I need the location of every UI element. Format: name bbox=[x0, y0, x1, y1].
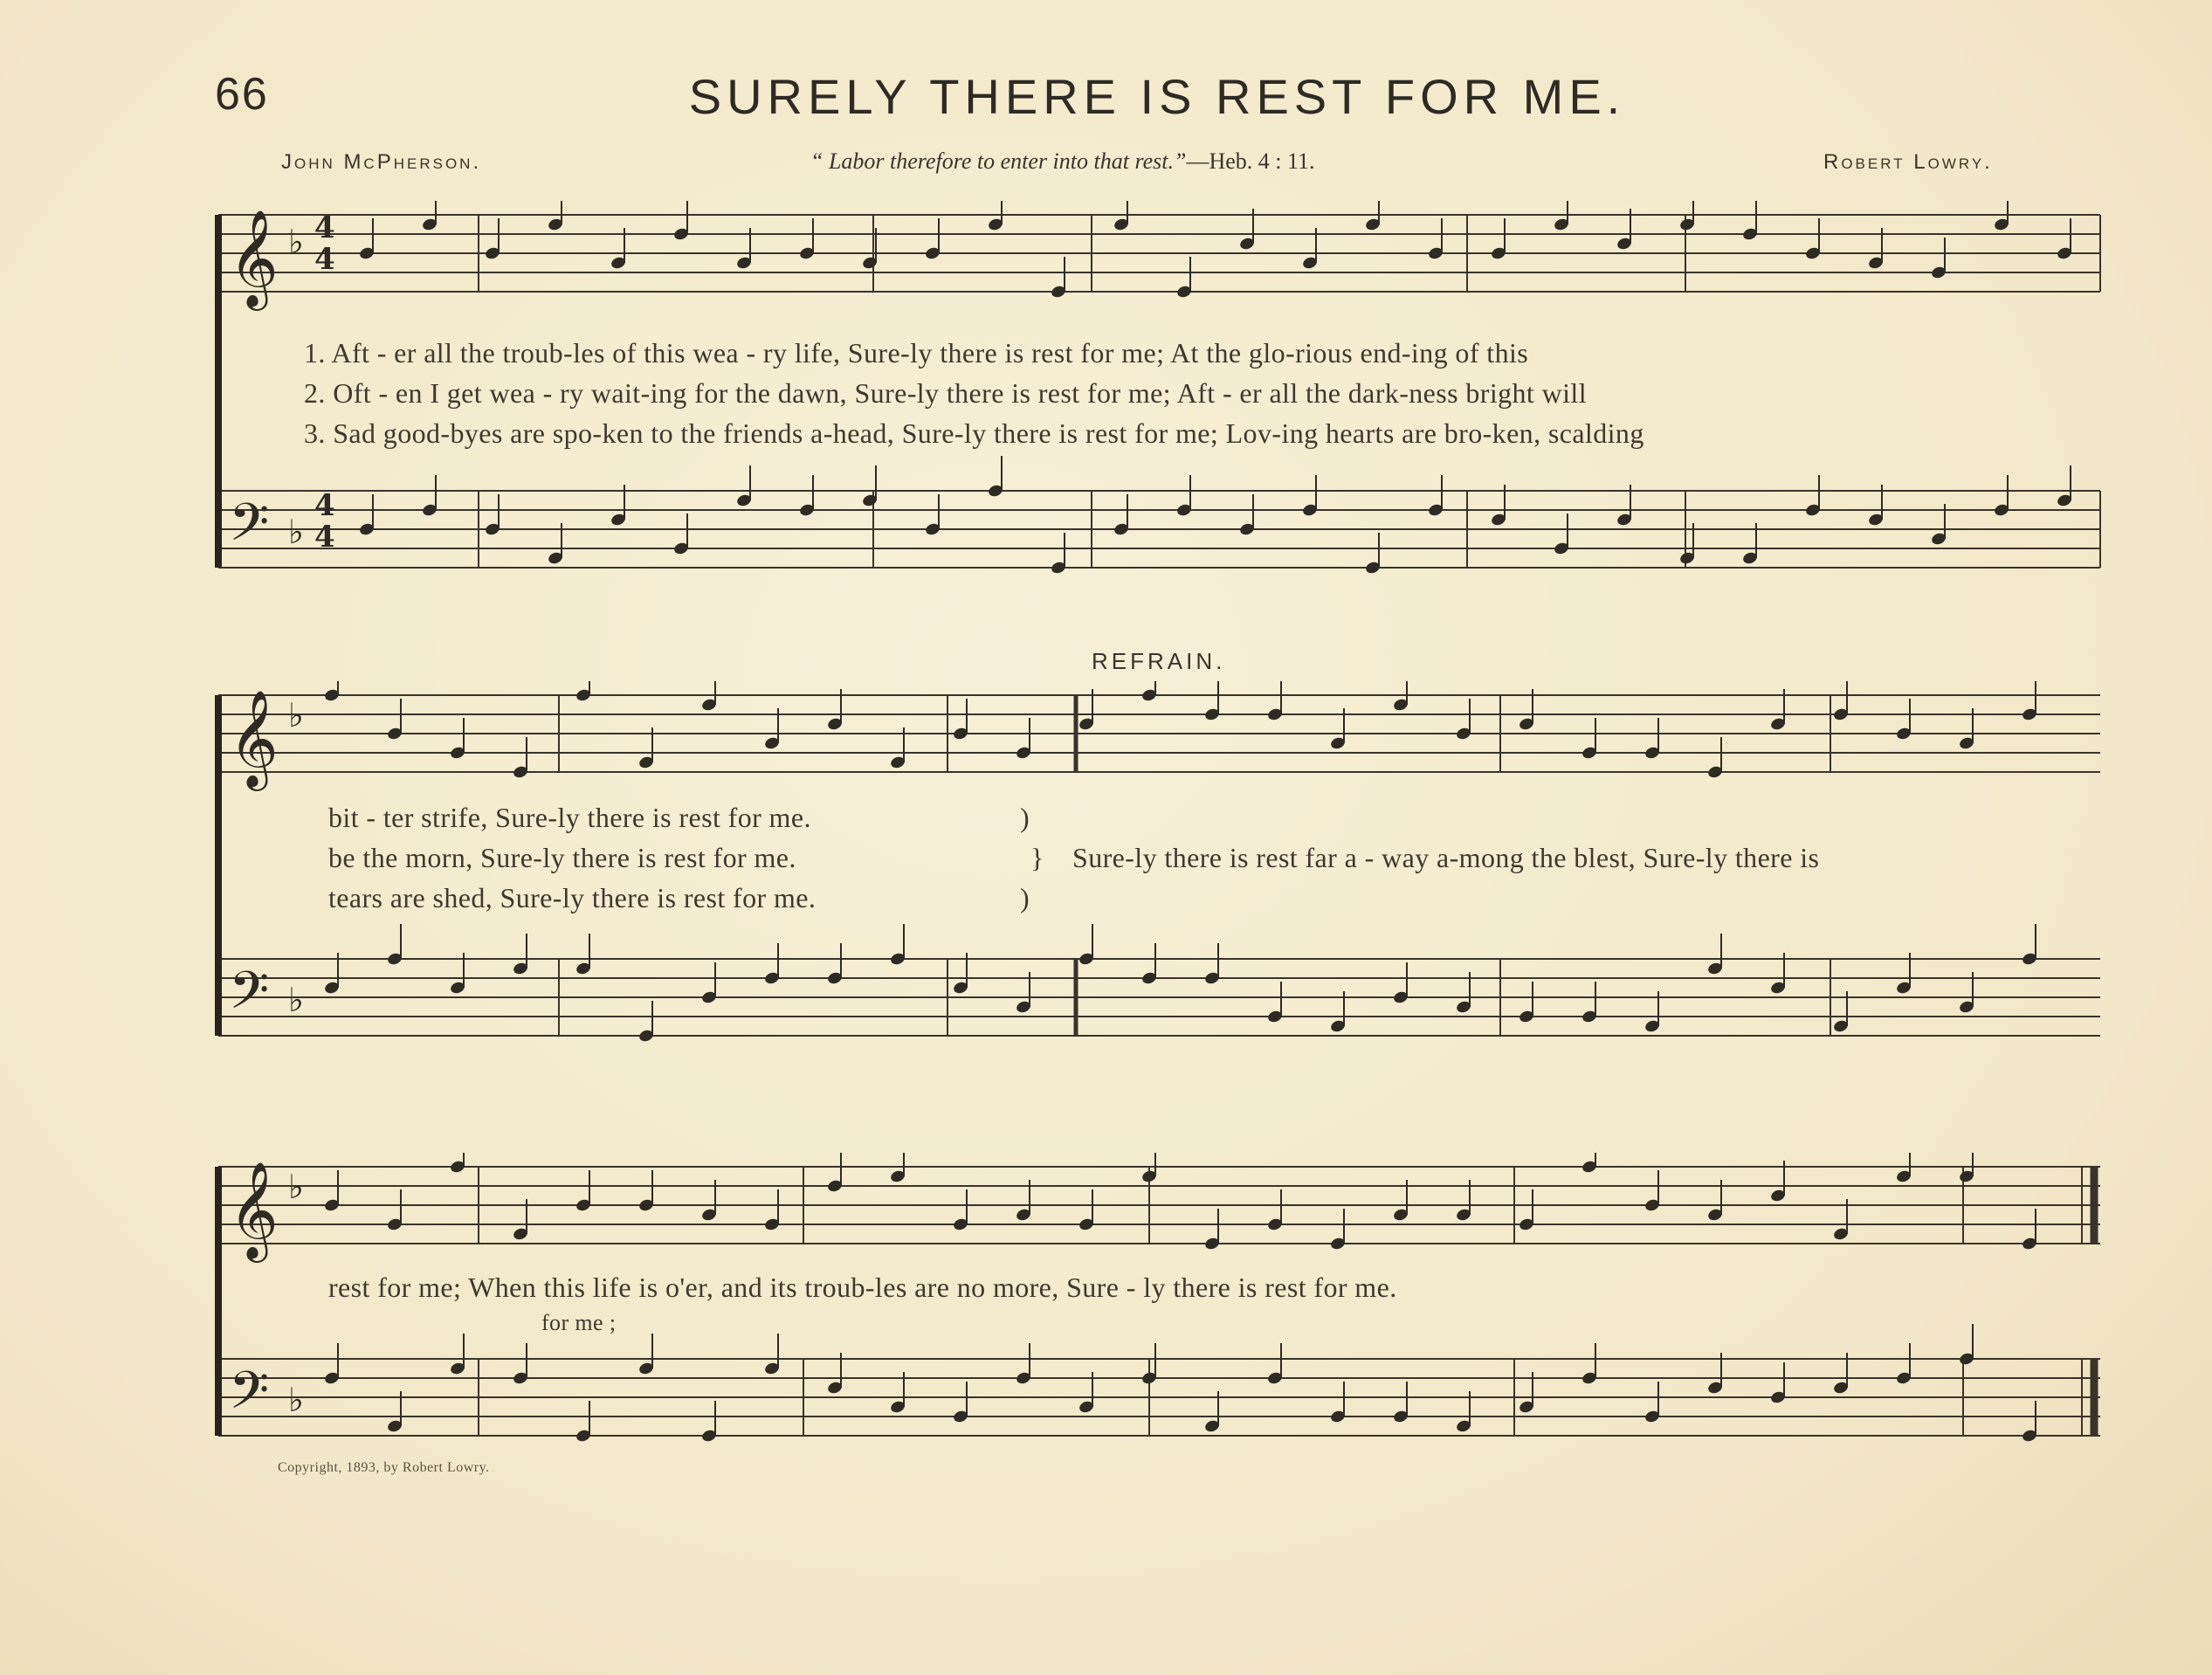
flat-key-signature-bass-icon: ♭ bbox=[288, 1381, 304, 1419]
copyright-notice: Copyright, 1893, by Robert Lowry. bbox=[278, 1460, 490, 1475]
scripture-epigraph bbox=[810, 148, 1526, 175]
hymn-title: SURELY THERE IS REST FOR ME. bbox=[688, 69, 1626, 124]
refrain-line: Sure-ly there is rest far a - way a-mong the blest, Sure-ly there is bbox=[1072, 842, 1820, 873]
treble-clef-icon: 𝄞 bbox=[229, 689, 279, 787]
verse-3-ending: tears are shed, Sure-ly there is rest for me. bbox=[328, 882, 817, 913]
time-signature-icon: 4 bbox=[314, 210, 335, 245]
page-number: 66 bbox=[215, 69, 269, 120]
verse-brace-middle: } bbox=[1030, 842, 1044, 873]
treble-clef-icon: 𝄞 bbox=[229, 209, 279, 307]
epigraph-text: “ Labor therefore to enter into that rest.” bbox=[810, 148, 1187, 174]
flat-key-signature-bass-icon: ♭ bbox=[288, 513, 304, 551]
music-system-1 bbox=[0, 201, 2212, 585]
lyricist-credit: John McPherson. bbox=[281, 150, 482, 174]
closing-refrain-line: rest for me; When this life is o'er, and its troub-les are no more, Sure - ly there is rest for me. bbox=[328, 1272, 1397, 1303]
note-heads-bass-3 bbox=[323, 1324, 2037, 1443]
bass-clef-icon: 𝄢 bbox=[229, 1360, 270, 1433]
music-system-3 bbox=[0, 1153, 2212, 1450]
note-heads-bass-1 bbox=[358, 456, 2072, 575]
note-heads-bass-2 bbox=[323, 924, 2037, 1043]
time-signature-icon: 4 bbox=[314, 242, 335, 277]
refrain-label: REFRAIN. bbox=[1092, 648, 1226, 674]
echo-lyric: for me ; bbox=[541, 1310, 617, 1335]
verse-3-line: 3. Sad good-byes are spo-ken to the friends a-head, Sure-ly there is rest for me; Lov-ing hearts are bro-ken, scalding bbox=[304, 417, 1644, 449]
music-system-2 bbox=[0, 681, 2212, 1048]
epigraph-reference: —Heb. 4 : 11. bbox=[1186, 148, 1315, 174]
bass-staff-1 bbox=[218, 491, 2100, 568]
verse-2-line: 2. Oft - en I get wea - ry wait-ing for the dawn, Sure-ly there is rest for me; Aft - er all the dark-ness bright will bbox=[304, 377, 1587, 409]
flat-key-signature-icon: ♭ bbox=[288, 696, 304, 734]
verse-1-line: 1. Aft - er all the troub-les of this wea - ry life, Sure-ly there is rest for me; At the glo-rious end-ing of this bbox=[304, 337, 1529, 369]
bass-clef-icon: 𝄢 bbox=[229, 492, 270, 565]
flat-key-signature-icon: ♭ bbox=[288, 1168, 304, 1206]
flat-key-signature-icon: ♭ bbox=[288, 223, 304, 261]
page-header bbox=[0, 0, 2212, 175]
verse-brace-top: ) bbox=[1020, 802, 1030, 833]
time-signature-bass-icon: 4 bbox=[314, 520, 335, 555]
bass-clef-icon: 𝄢 bbox=[229, 960, 270, 1033]
verse-brace-bottom: ) bbox=[1020, 882, 1030, 913]
verse-1-ending: bit - ter strife, Sure-ly there is rest for me. bbox=[328, 802, 811, 833]
time-signature-bass-icon: 4 bbox=[314, 488, 335, 523]
verse-2-ending: be the morn, Sure-ly there is rest for me. bbox=[328, 842, 796, 873]
flat-key-signature-bass-icon: ♭ bbox=[288, 981, 304, 1019]
treble-clef-icon: 𝄞 bbox=[229, 1161, 279, 1258]
composer-credit: Robert Lowry. bbox=[1823, 150, 1993, 174]
